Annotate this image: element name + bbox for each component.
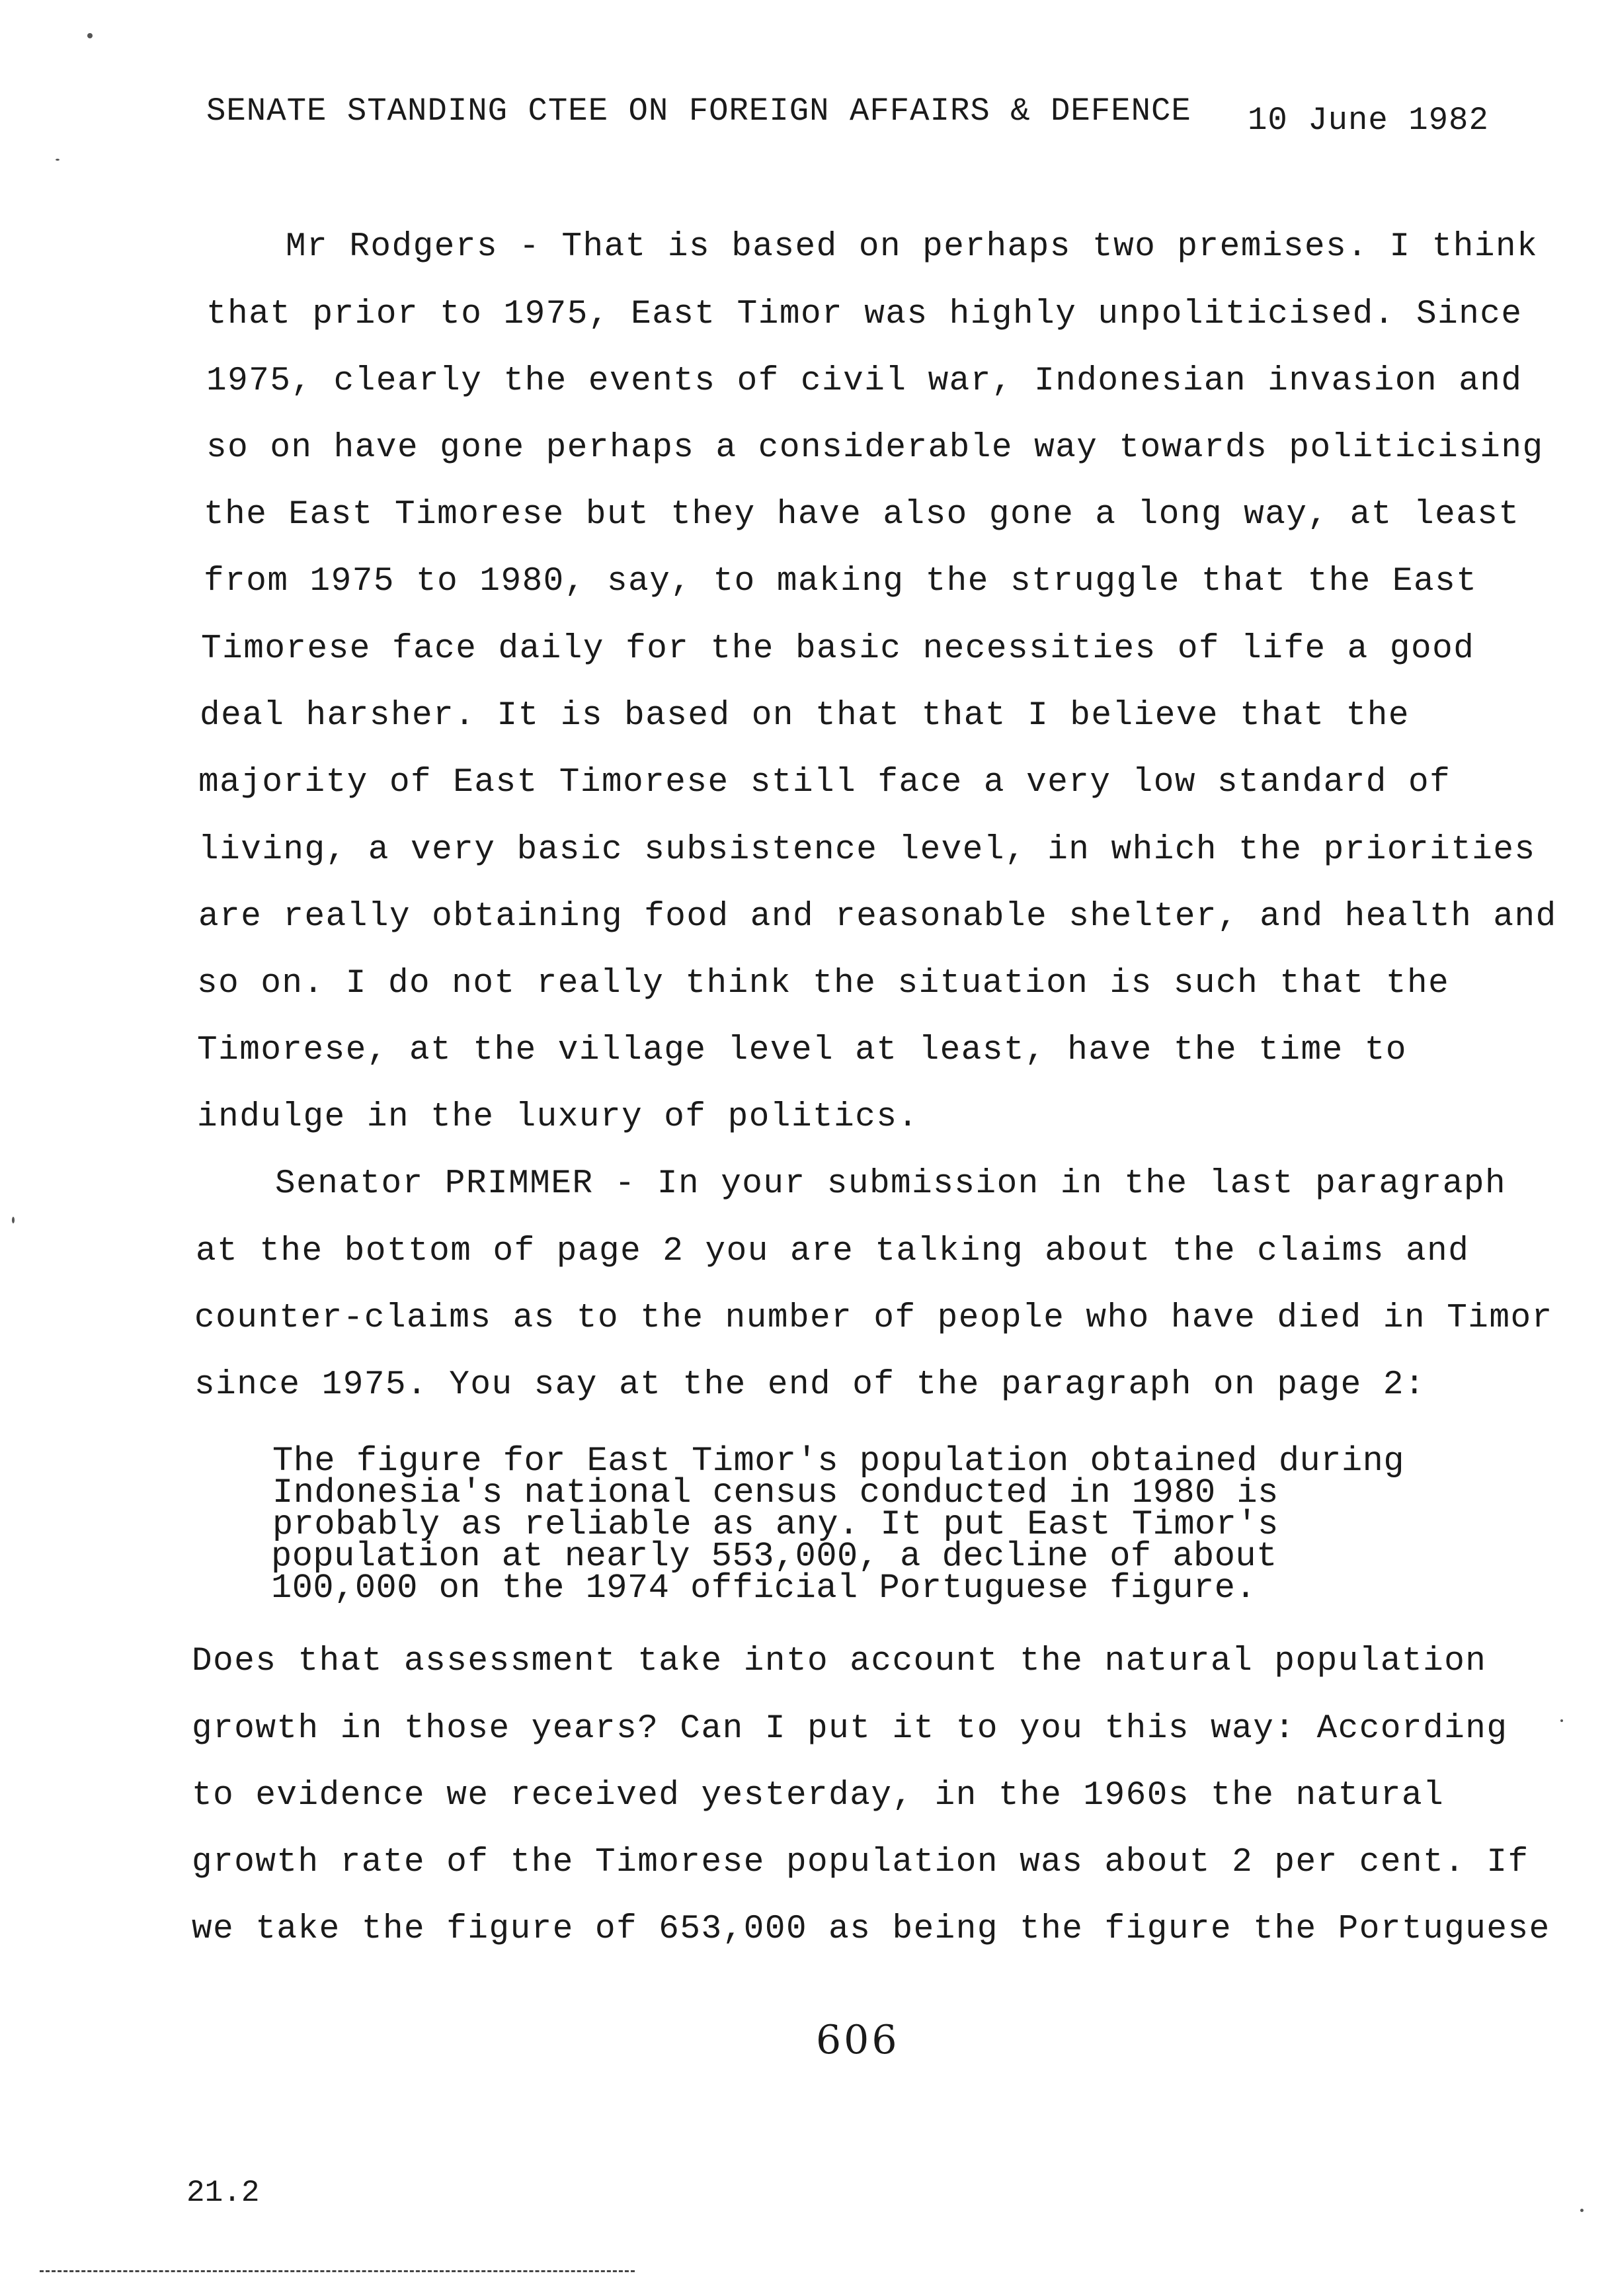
- paragraph-line: growth in those years? Can I put it to you this way: According: [192, 1710, 1508, 1748]
- paragraph-line: so on have gone perhaps a considerable way towards politicising: [206, 429, 1544, 467]
- header-title: SENATE STANDING CTEE ON FOREIGN AFFAIRS & DEFENCE: [206, 93, 1191, 130]
- quote-line: population at nearly 553,000, a decline of about: [271, 1537, 1277, 1576]
- paragraph-line: are really obtaining food and reasonable shelter, and health and: [198, 898, 1557, 936]
- paragraph-line: to evidence we received yesterday, in the 1960s the natural: [192, 1777, 1445, 1815]
- paragraph-line: 1975, clearly the events of civil war, Indonesian invasion and: [206, 362, 1523, 400]
- paragraph-line: deal harsher. It is based on that that I believe that the: [200, 697, 1410, 735]
- footer-reference: 21.2: [186, 2176, 260, 2210]
- paragraph-line: indulge in the luxury of politics.: [197, 1098, 919, 1136]
- header-date: 10 June 1982: [1248, 102, 1489, 139]
- scan-speck: [87, 33, 93, 38]
- bottom-rule: [40, 2270, 635, 2272]
- scan-speck: [12, 1217, 15, 1223]
- paragraph-line: we take the figure of 653,000 as being the figure the Portuguese: [192, 1910, 1550, 1948]
- page-number: 606: [816, 2017, 900, 2063]
- paragraph-line: growth rate of the Timorese population was about 2 per cent. If: [192, 1844, 1529, 1881]
- scan-speck: [1560, 1719, 1563, 1722]
- paragraph-line: Does that assessment take into account the natural population: [192, 1643, 1487, 1680]
- paragraph-line: Timorese face daily for the basic necessities of life a good: [201, 630, 1475, 668]
- paragraph-line: living, a very basic subsistence level, in which the priorities: [198, 831, 1536, 869]
- quote-line: The figure for East Timor's population obtained during: [272, 1442, 1405, 1481]
- paragraph-line: Mr Rodgers - That is based on perhaps two premises. I think: [286, 228, 1539, 266]
- scan-speck: [1580, 2209, 1584, 2212]
- scan-speck: [56, 159, 60, 161]
- paragraph-line: Senator PRIMMER - In your submission in the last paragraph: [275, 1165, 1507, 1203]
- paragraph-line: the East Timorese but they have also gone a long way, at least: [204, 496, 1520, 534]
- paragraph-line: counter-claims as to the number of people who have died in Timor: [194, 1299, 1553, 1337]
- quote-line: probably as reliable as any. It put East Timor's: [272, 1505, 1279, 1544]
- paragraph-line: majority of East Timorese still face a very low standard of: [198, 764, 1451, 801]
- paragraph-line: that prior to 1975, East Timor was highly unpoliticised. Since: [206, 296, 1523, 333]
- paragraph-line: so on. I do not really think the situation is such that the: [197, 965, 1450, 1003]
- quote-line: Indonesia's national census conducted in 1980 is: [272, 1473, 1279, 1512]
- paragraph-line: Timorese, at the village level at least, have the time to: [197, 1032, 1407, 1069]
- quote-line: 100,000 on the 1974 official Portuguese figure.: [271, 1569, 1257, 1608]
- paragraph-line: since 1975. You say at the end of the paragraph on page 2:: [194, 1366, 1426, 1404]
- paragraph-line: at the bottom of page 2 you are talking about the claims and: [196, 1233, 1470, 1270]
- paragraph-line: from 1975 to 1980, say, to making the struggle that the East: [204, 563, 1478, 600]
- page-header: [206, 93, 1496, 139]
